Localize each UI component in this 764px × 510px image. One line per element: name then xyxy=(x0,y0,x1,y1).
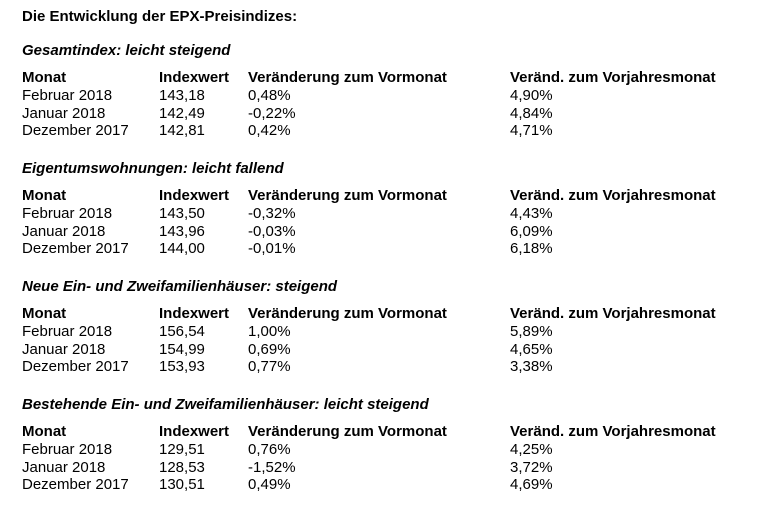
section-bestehende-haeuser xyxy=(22,395,752,494)
page-title: Die Entwicklung der EPX-Preisindizes: xyxy=(22,8,298,25)
index-table xyxy=(22,187,752,258)
cell-indexwert: 142,49 xyxy=(159,104,205,122)
cell-vormonat: -0,22% xyxy=(248,104,296,122)
column-header-vorjahresmonat: Veränd. zum Vorjahresmonat xyxy=(510,305,716,322)
section-heading: Eigentumswohnungen: leicht fallend xyxy=(22,160,284,177)
section-heading: Bestehende Ein- und Zweifamilienhäuser: leicht steigend xyxy=(22,396,429,413)
table-row xyxy=(22,205,752,223)
section-heading: Gesamtindex: leicht steigend xyxy=(22,42,231,59)
cell-indexwert: 128,53 xyxy=(159,458,205,476)
cell-monat: Februar 2018 xyxy=(22,87,113,104)
cell-indexwert: 142,81 xyxy=(159,122,205,139)
table-row xyxy=(22,122,752,140)
table-row xyxy=(22,105,752,123)
column-header-vorjahresmonat: Veränd. zum Vorjahresmonat xyxy=(510,69,716,86)
column-header-vormonat: Veränderung zum Vormonat xyxy=(248,69,447,86)
cell-monat: Januar 2018 xyxy=(22,222,106,240)
table-row xyxy=(22,223,752,241)
cell-vorjahresmonat: 4,43% xyxy=(510,205,553,222)
cell-vorjahresmonat: 4,65% xyxy=(510,340,553,358)
cell-indexwert: 130,51 xyxy=(159,476,205,493)
cell-monat: Januar 2018 xyxy=(22,458,106,476)
section-heading: Neue Ein- und Zweifamilienhäuser: steigend xyxy=(22,278,338,295)
cell-vormonat: -0,03% xyxy=(248,222,296,240)
cell-vorjahresmonat: 4,84% xyxy=(510,104,553,122)
cell-vorjahresmonat: 3,38% xyxy=(510,358,553,375)
cell-monat: Februar 2018 xyxy=(22,323,113,340)
table-header-row xyxy=(22,69,752,87)
cell-vormonat: -1,52% xyxy=(248,458,296,476)
cell-vorjahresmonat: 6,18% xyxy=(510,240,553,257)
cell-monat: Januar 2018 xyxy=(22,340,106,358)
section-eigentumswohnungen xyxy=(22,159,752,258)
cell-indexwert: 156,54 xyxy=(159,323,205,340)
index-table xyxy=(22,423,752,494)
column-header-indexwert: Indexwert xyxy=(159,69,230,86)
column-header-indexwert: Indexwert xyxy=(159,423,230,440)
table-row xyxy=(22,476,752,494)
column-header-vorjahresmonat: Veränd. zum Vorjahresmonat xyxy=(510,187,716,204)
cell-vormonat: 0,77% xyxy=(248,358,291,375)
column-header-monat: Monat xyxy=(22,187,67,204)
table-row xyxy=(22,459,752,477)
cell-vormonat: -0,01% xyxy=(248,240,296,257)
section-gesamtindex xyxy=(22,41,752,140)
cell-vormonat: -0,32% xyxy=(248,205,296,222)
cell-monat: Januar 2018 xyxy=(22,104,106,122)
cell-vormonat: 1,00% xyxy=(248,323,291,340)
table-row xyxy=(22,323,752,341)
cell-vorjahresmonat: 5,89% xyxy=(510,323,553,340)
cell-indexwert: 129,51 xyxy=(159,441,205,458)
cell-monat: Februar 2018 xyxy=(22,441,113,458)
index-table xyxy=(22,305,752,376)
cell-monat: Dezember 2017 xyxy=(22,240,129,257)
column-header-vormonat: Veränderung zum Vormonat xyxy=(248,423,447,440)
cell-vorjahresmonat: 6,09% xyxy=(510,222,553,240)
cell-vormonat: 0,69% xyxy=(248,340,291,358)
cell-indexwert: 143,50 xyxy=(159,205,205,222)
cell-vorjahresmonat: 4,69% xyxy=(510,476,553,493)
cell-vorjahresmonat: 4,90% xyxy=(510,87,553,104)
cell-vormonat: 0,49% xyxy=(248,476,291,493)
cell-monat: Februar 2018 xyxy=(22,205,113,222)
column-header-vormonat: Veränderung zum Vormonat xyxy=(248,187,447,204)
cell-vorjahresmonat: 4,71% xyxy=(510,122,553,139)
column-header-monat: Monat xyxy=(22,423,67,440)
column-header-vormonat: Veränderung zum Vormonat xyxy=(248,305,447,322)
table-row xyxy=(22,240,752,258)
cell-monat: Dezember 2017 xyxy=(22,122,129,139)
table-header-row xyxy=(22,305,752,323)
cell-monat: Dezember 2017 xyxy=(22,476,129,493)
cell-indexwert: 144,00 xyxy=(159,240,205,257)
cell-vormonat: 0,48% xyxy=(248,87,291,104)
cell-indexwert: 153,93 xyxy=(159,358,205,375)
cell-indexwert: 143,96 xyxy=(159,222,205,240)
cell-vorjahresmonat: 4,25% xyxy=(510,441,553,458)
index-table xyxy=(22,69,752,140)
cell-monat: Dezember 2017 xyxy=(22,358,129,375)
column-header-monat: Monat xyxy=(22,305,67,322)
cell-indexwert: 154,99 xyxy=(159,340,205,358)
section-neue-haeuser xyxy=(22,277,752,376)
table-row xyxy=(22,341,752,359)
table-row xyxy=(22,87,752,105)
cell-vorjahresmonat: 3,72% xyxy=(510,458,553,476)
table-header-row xyxy=(22,423,752,441)
table-row xyxy=(22,358,752,376)
table-row xyxy=(22,441,752,459)
cell-indexwert: 143,18 xyxy=(159,87,205,104)
column-header-indexwert: Indexwert xyxy=(159,305,230,322)
column-header-vorjahresmonat: Veränd. zum Vorjahresmonat xyxy=(510,423,716,440)
cell-vormonat: 0,76% xyxy=(248,441,291,458)
column-header-monat: Monat xyxy=(22,69,67,86)
column-header-indexwert: Indexwert xyxy=(159,187,230,204)
cell-vormonat: 0,42% xyxy=(248,122,291,139)
table-header-row xyxy=(22,187,752,205)
